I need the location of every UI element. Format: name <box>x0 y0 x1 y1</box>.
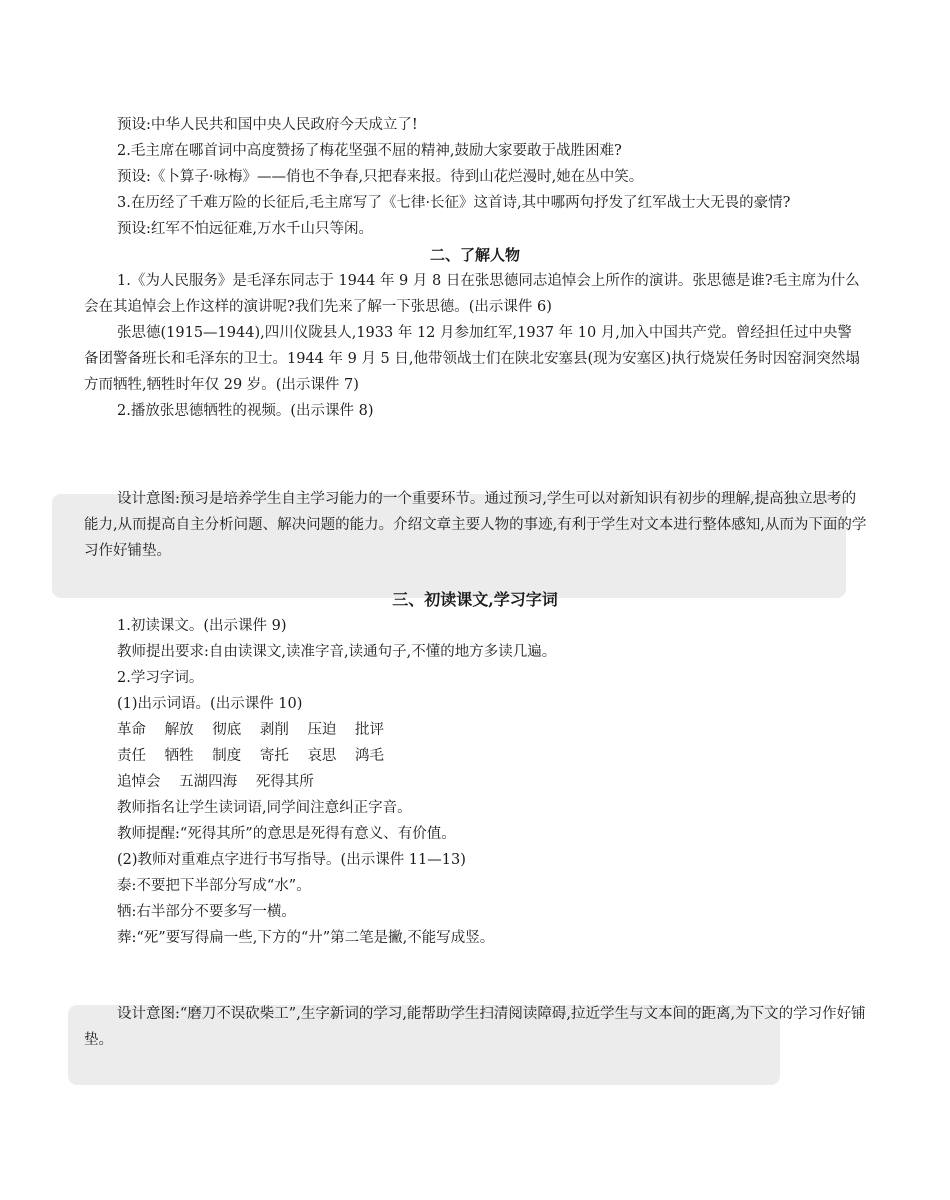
word-item: 牺牲 <box>164 748 194 764</box>
section3-line-5: 教师指名让学生读词语,同学间注意纠正字音。 <box>117 800 412 816</box>
word-list <box>84 717 866 795</box>
question-3: 3.在历经了千难万险的长征后,毛主席写了《七律·长征》这首诗,其中哪两句抒发了红军战士大无畏的豪情? <box>117 195 791 211</box>
section3-line-1: 1.初读课文。(出示课件 9) <box>117 618 287 634</box>
section1-tail <box>84 112 866 424</box>
design-intent-text-2: 设计意图:“磨刀不误砍柴工”,生字新词的学习,能帮助学生扫清阅读障碍,拉近学生与文本间的距离,为下文的学习作好铺垫。 <box>84 1006 866 1048</box>
word-item: 革命 <box>117 722 146 738</box>
word-item: 五湖四海 <box>179 774 238 790</box>
preset-answer-3: 预设:红军不怕远征难,万水千山只等闲。 <box>117 221 373 237</box>
word-item: 鸿毛 <box>355 748 385 764</box>
preset-answer-2: 预设:《卜算子·咏梅》——俏也不争春,只把春来报。待到山花烂漫时,她在丛中笑。 <box>117 169 644 185</box>
word-item: 制度 <box>212 748 242 764</box>
word-item: 剥削 <box>259 722 289 738</box>
section3-line-10: 葬:“死”要写得扁一些,下方的“廾”第二笔是撇,不能写成竖。 <box>117 930 495 946</box>
section3-line-8: 泰:不要把下半部分写成“水”。 <box>117 878 311 894</box>
section3-line-9: 牺:右半部分不要多写一横。 <box>117 904 296 920</box>
word-item: 死得其所 <box>255 774 314 790</box>
section2-heading: 二、了解人物 <box>429 246 520 264</box>
word-item: 哀思 <box>307 748 337 764</box>
word-item: 压迫 <box>307 722 337 738</box>
preset-answer-1: 预设:中华人民共和国中央人民政府今天成立了! <box>117 117 418 133</box>
word-item: 追悼会 <box>117 774 161 790</box>
section3-line-6: 教师提醒:“死得其所”的意思是死得有意义、有价值。 <box>117 826 456 842</box>
word-item: 彻底 <box>212 722 242 738</box>
section3-line-2: 教师提出要求:自由读课文,读准字音,读通句子,不懂的地方多读几遍。 <box>117 644 557 660</box>
section3-line-3: 2.学习字词。 <box>117 670 204 686</box>
design-intent-text-1-wrap <box>84 486 868 564</box>
question-2: 2.毛主席在哪首词中高度赞扬了梅花坚强不屈的精神,鼓励大家要敢于战胜困难? <box>117 143 622 159</box>
section2-paragraph-3: 2.播放张思德牺牲的视频。(出示课件 8) <box>117 403 374 419</box>
word-item: 解放 <box>164 722 194 738</box>
section2-paragraph-2: 张思德(1915—1944),四川仪陇县人,1933 年 12 月参加红军,1937 年 10 月,加入中国共产党。曾经担任过中央警备团警备班长和毛泽东的卫士。1944 年 9 月 5 日,他带领战士们在陕北安塞县(现为安塞区)执行烧炭任务时因窑洞突然塌方而牺牲,牺牲时年仅 29 岁。(出示课件 7) <box>84 325 860 393</box>
section3-heading: 三、初读课文,学习字词 <box>392 590 558 609</box>
word-row-1 <box>117 717 866 743</box>
design-intent-text-1: 设计意图:预习是培养学生自主学习能力的一个重要环节。通过预习,学生可以对新知识有初步的理解,提高独立思考的能力,从而提高自主分析问题、解决问题的能力。介绍文章主要人物的事迹,有利于学生对文本进行整体感知,从而为下面的学习作好铺垫。 <box>84 491 867 559</box>
word-item: 批评 <box>355 722 385 738</box>
word-item: 寄托 <box>259 748 289 764</box>
section3-line-4: (1)出示词语。(出示课件 10) <box>117 696 303 712</box>
section3-line-7: (2)教师对重难点字进行书写指导。(出示课件 11—13) <box>117 852 466 868</box>
section2-paragraph-1: 1.《为人民服务》是毛泽东同志于 1944 年 9 月 8 日在张思德同志追悼会上所作的演讲。张思德是谁?毛主席为什么会在其追悼会上作这样的演讲呢?我们先来了解一下张思德。(出示课件 6) <box>84 273 860 315</box>
design-intent-text-2-wrap <box>84 1001 868 1053</box>
word-row-3 <box>117 769 866 795</box>
word-row-2 <box>117 743 866 769</box>
word-item: 责任 <box>117 748 146 764</box>
section3 <box>84 587 866 951</box>
